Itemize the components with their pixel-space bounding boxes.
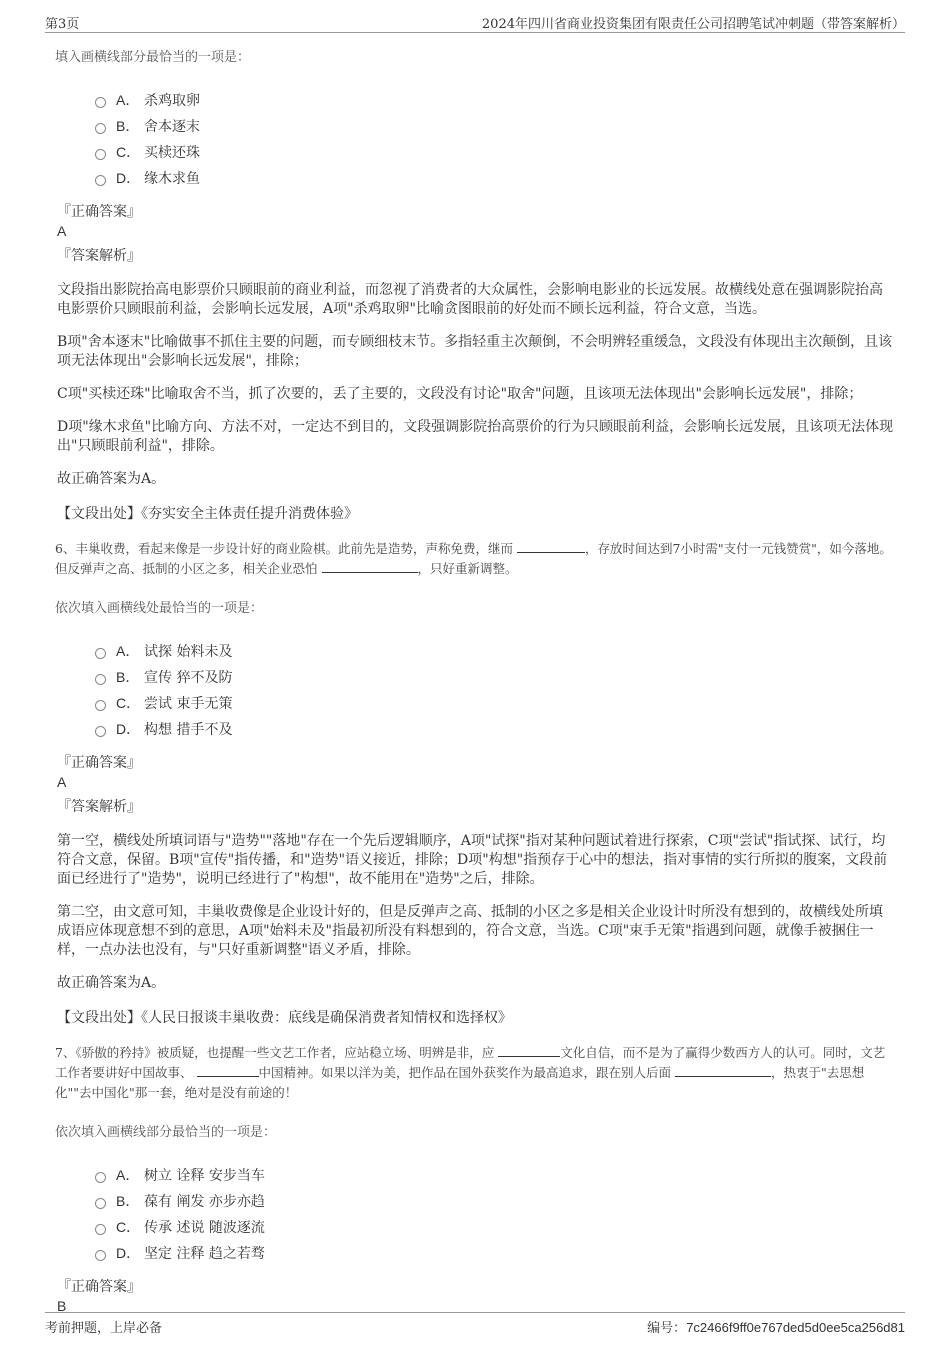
q7-option-c[interactable]: C． 传承 述说 随波逐流 — [95, 1214, 895, 1240]
page-footer — [45, 1312, 905, 1338]
answer-blank — [322, 560, 418, 573]
page-header — [45, 12, 905, 33]
radio-button[interactable] — [95, 1224, 106, 1235]
radio-button[interactable] — [95, 1198, 106, 1209]
q5-analysis — [55, 281, 895, 489]
q6-answer-label: 『正确答案』 — [57, 755, 141, 771]
radio-button[interactable] — [95, 123, 106, 134]
q7-stem: 7、《骄傲的矜持》被质疑，也提醒一些文艺工作者，应站稳立场、明辨是非，应 文化自信，而不是为了赢得少数西方人的认可。同时，文艺工作者要讲好中国故事、 中国精神。如果以洋为美，把作品在国外获奖作为最高追求，跟在别人后面 ，热衷于"去思想化""去中国化"那一套，绝对是没有前途的！ — [55, 1045, 886, 1100]
analysis-paragraph: 第二空，由文意可知，丰巢收费像是企业设计好的，但是反弹声之高、抵制的小区之多是相关企业设计时所没有想到的，故横线处所填成语应体现意想不到的意思，A项"始料未及"指最初所没有料想到的，符合文意，当选。C项"束手无策"指遇到问题，就像手被捆住一样，一点办法也没有，与"只好重新调整"语义矛盾，排除。 — [57, 904, 883, 958]
document-title: 2024年四川省商业投资集团有限责任公司招聘笔试冲刺题（带答案解析） — [481, 17, 905, 32]
q6-analysis — [55, 832, 895, 993]
analysis-paragraph: 故正确答案为A。 — [57, 975, 166, 991]
q6-source: 【文段出处】《人民日报谈丰巢收费：底线是确保消费者知情权和选择权》 — [57, 1010, 512, 1026]
q7-option-b[interactable]: B． 葆有 阐发 亦步亦趋 — [95, 1188, 895, 1214]
radio-button[interactable] — [95, 700, 106, 711]
answer-blank — [197, 1064, 259, 1077]
q5-options — [95, 87, 895, 191]
analysis-paragraph: C项"买椟还珠"比喻取舍不当，抓了次要的，丢了主要的，文段没有讨论"取舍"问题，且该项无法体现出"会影响长远发展"，排除； — [57, 386, 863, 402]
answer-blank — [498, 1044, 560, 1057]
q6-analysis-label: 『答案解析』 — [57, 799, 141, 815]
answer-blank — [675, 1064, 771, 1077]
q7-options — [95, 1162, 895, 1266]
analysis-paragraph: 第一空，横线处所填词语与"造势""落地"存在一个先后逻辑顺序，A项"试探"指对某种问题试着进行探索，C项"尝试"指试探、试行，均符合文意，保留。B项"宣传"指传播，和"造势"语义接近，排除；D项"构想"指预存于心中的想法，指对事情的实行所拟的腹案，文段前面已经进行了"造势"，说明已经进行了"构想"，故不能用在"造势"之后，排除。 — [57, 833, 888, 887]
q6-answer: A — [57, 774, 67, 790]
q6-option-b[interactable]: B． 宣传 猝不及防 — [95, 664, 895, 690]
q7-answer-label: 『正确答案』 — [57, 1279, 141, 1295]
q5-answer: A — [57, 223, 67, 239]
q6-prompt: 依次填入画横线处最恰当的一项是： — [55, 601, 264, 616]
q6-options — [95, 638, 895, 742]
q7-option-a[interactable]: A． 树立 诠释 安步当车 — [95, 1162, 895, 1188]
radio-button[interactable] — [95, 175, 106, 186]
radio-button[interactable] — [95, 1172, 106, 1183]
radio-button[interactable] — [95, 726, 106, 737]
q5-answer-label: 『正确答案』 — [57, 204, 141, 220]
page-number: 第3页 — [45, 17, 80, 32]
q5-option-a[interactable]: A． 杀鸡取卵 — [95, 87, 895, 113]
page-content — [55, 46, 895, 1320]
radio-button[interactable] — [95, 648, 106, 659]
q6-option-c[interactable]: C． 尝试 束手无策 — [95, 690, 895, 716]
q6-option-d[interactable]: D． 构想 措手不及 — [95, 716, 895, 742]
radio-button[interactable] — [95, 1250, 106, 1261]
footer-slogan: 考前押题，上岸必备 — [45, 1321, 163, 1336]
analysis-paragraph: 文段指出影院抬高电影票价只顾眼前的商业利益，而忽视了消费者的大众属性，会影响电影业的长远发展。故横线处意在强调影院抬高电影票价只顾眼前利益，会影响长远发展，A项"杀鸡取卵"比喻贪图眼前的好处而不顾长远利益，符合文意，当选。 — [57, 282, 883, 317]
q6-option-a[interactable]: A． 试探 始料未及 — [95, 638, 895, 664]
q7-option-d[interactable]: D． 坚定 注释 趋之若骛 — [95, 1240, 895, 1266]
q6-stem: 6、丰巢收费，看起来像是一步设计好的商业险棋。此前先是造势，声称免费，继而 ，存放时间达到7小时需"支付一元钱赞赏"，如今落地。但反弹声之高、抵制的小区之多，相关企业恐怕 ，只好重新调整。 — [55, 541, 892, 576]
q7-answer: B — [57, 1298, 67, 1314]
q5-analysis-label: 『答案解析』 — [57, 248, 141, 264]
q5-option-d[interactable]: D． 缘木求鱼 — [95, 165, 895, 191]
answer-blank — [517, 540, 585, 553]
q5-option-c[interactable]: C． 买椟还珠 — [95, 139, 895, 165]
document-code: 编号：7c2466f9ff0e767ded5d0ee5ca256d81 — [647, 1320, 905, 1336]
q5-option-b[interactable]: B． 舍本逐末 — [95, 113, 895, 139]
q5-source: 【文段出处】《夯实安全主体责任提升消费体验》 — [57, 506, 358, 522]
radio-button[interactable] — [95, 674, 106, 685]
q5-prompt: 填入画横线部分最恰当的一项是： — [55, 50, 251, 65]
radio-button[interactable] — [95, 149, 106, 160]
q7-prompt: 依次填入画横线部分最恰当的一项是： — [55, 1125, 277, 1140]
analysis-paragraph: B项"舍本逐末"比喻做事不抓住主要的问题，而专顾细枝末节。多指轻重主次颠倒，不会明辨轻重缓急，文段没有体现出主次颠倒，且该项无法体现出"会影响长远发展"，排除； — [57, 334, 893, 369]
radio-button[interactable] — [95, 97, 106, 108]
analysis-paragraph: D项"缘木求鱼"比喻方向、方法不对，一定达不到目的，文段强调影院抬高票价的行为只顾眼前利益，会影响长远发展，且该项无法体现出"只顾眼前利益"，排除。 — [57, 419, 894, 454]
analysis-paragraph: 故正确答案为A。 — [57, 471, 166, 487]
